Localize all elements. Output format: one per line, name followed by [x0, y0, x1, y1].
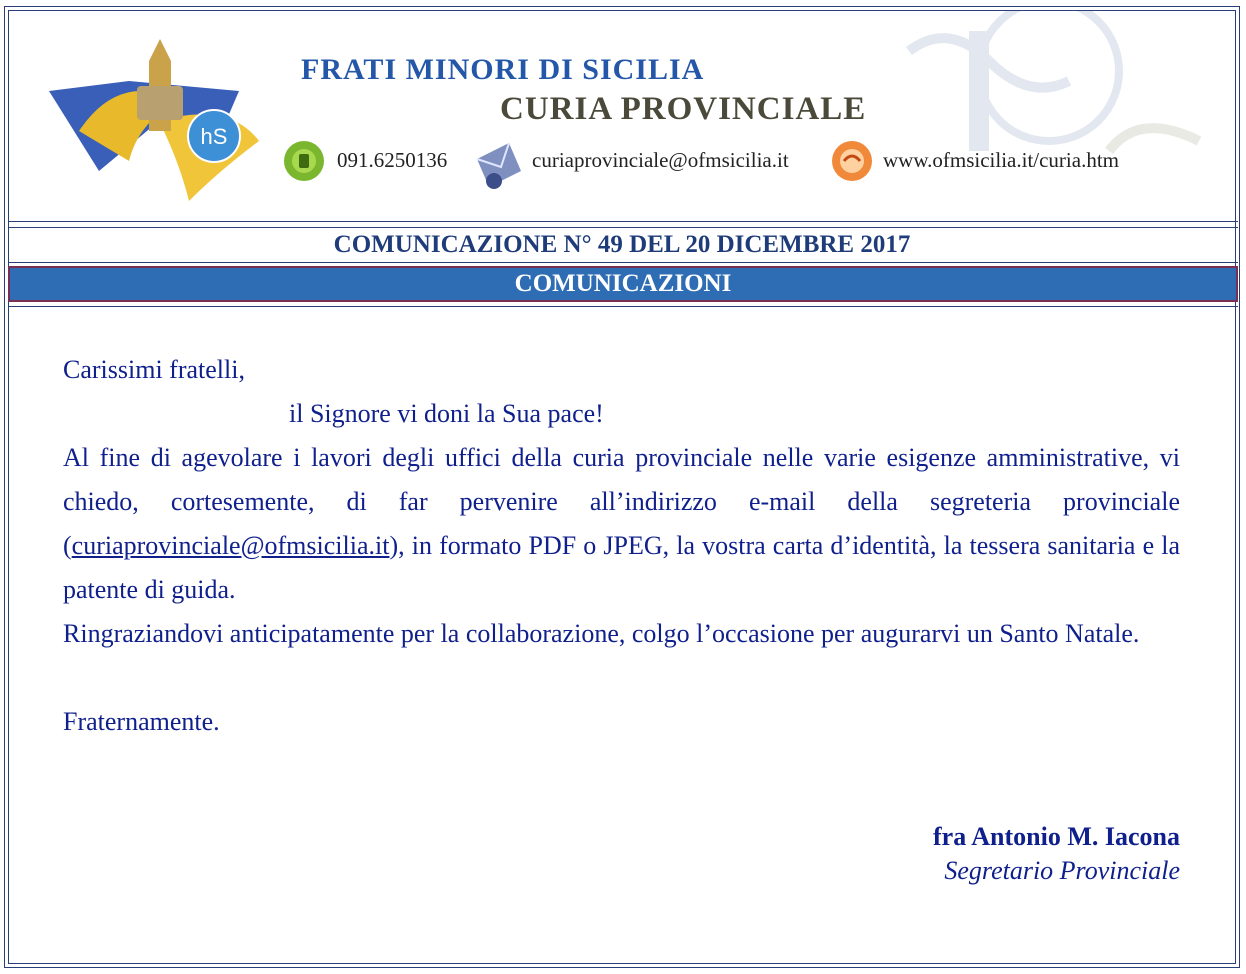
- communication-title: COMUNICAZIONE N° 49 DEL 20 DICEMBRE 2017: [333, 231, 911, 258]
- paragraph-1: [63, 436, 1180, 612]
- phone-icon: [284, 141, 324, 181]
- web-icon: [832, 141, 872, 181]
- signatory-role: Segretario Provinciale: [944, 856, 1180, 885]
- paragraph-1-end: ), in formato PDF o JPEG, la vostra carta d’identità, la tessera sanitaria e la patente di guida.: [63, 531, 1180, 604]
- watermark-shapes: [909, 11, 1199, 151]
- province-logo: [49, 39, 259, 201]
- blessing: il Signore vi doni la Sua pace!: [289, 399, 604, 428]
- phone-number: 091.6250136: [337, 148, 448, 172]
- band-divider: [8, 306, 1238, 307]
- closing: Fraternamente.: [63, 707, 220, 736]
- header-banner: [9, 11, 1235, 221]
- org-subtitle: CURIA PROVINCIALE: [500, 91, 867, 127]
- title-divider: [8, 262, 1238, 263]
- org-title: FRATI MINORI DI SICILIA: [301, 53, 705, 86]
- greeting: Carissimi fratelli,: [63, 355, 245, 384]
- signatory-name: fra Antonio M. Iacona: [933, 822, 1180, 851]
- section-band: COMUNICAZIONI: [8, 266, 1238, 302]
- letter-body: [63, 348, 1180, 744]
- website-url[interactable]: www.ofmsicilia.it/curia.htm: [883, 148, 1120, 172]
- signature-block: [933, 820, 1180, 888]
- email-link[interactable]: curiaprovinciale@ofmsicilia.it: [71, 531, 390, 560]
- header-divider-1: [8, 221, 1238, 222]
- blank-line: [63, 656, 1180, 700]
- paragraph-1-start: Al fine di agevolare i lavori degli uffici della curia provinciale nelle varie esigenze amministrative, vi chiedo, cortesemente, di far pervenire all’indirizzo e-mail della segreteria provinciale (: [63, 443, 1180, 560]
- logo-text: hS: [200, 124, 228, 149]
- email-icon: [477, 143, 521, 189]
- email-address[interactable]: curiaprovinciale@ofmsicilia.it: [532, 148, 789, 172]
- paragraph-2: Ringraziandovi anticipatamente per la collaborazione, colgo l’occasione per augurarvi un Santo Natale.: [63, 619, 1140, 648]
